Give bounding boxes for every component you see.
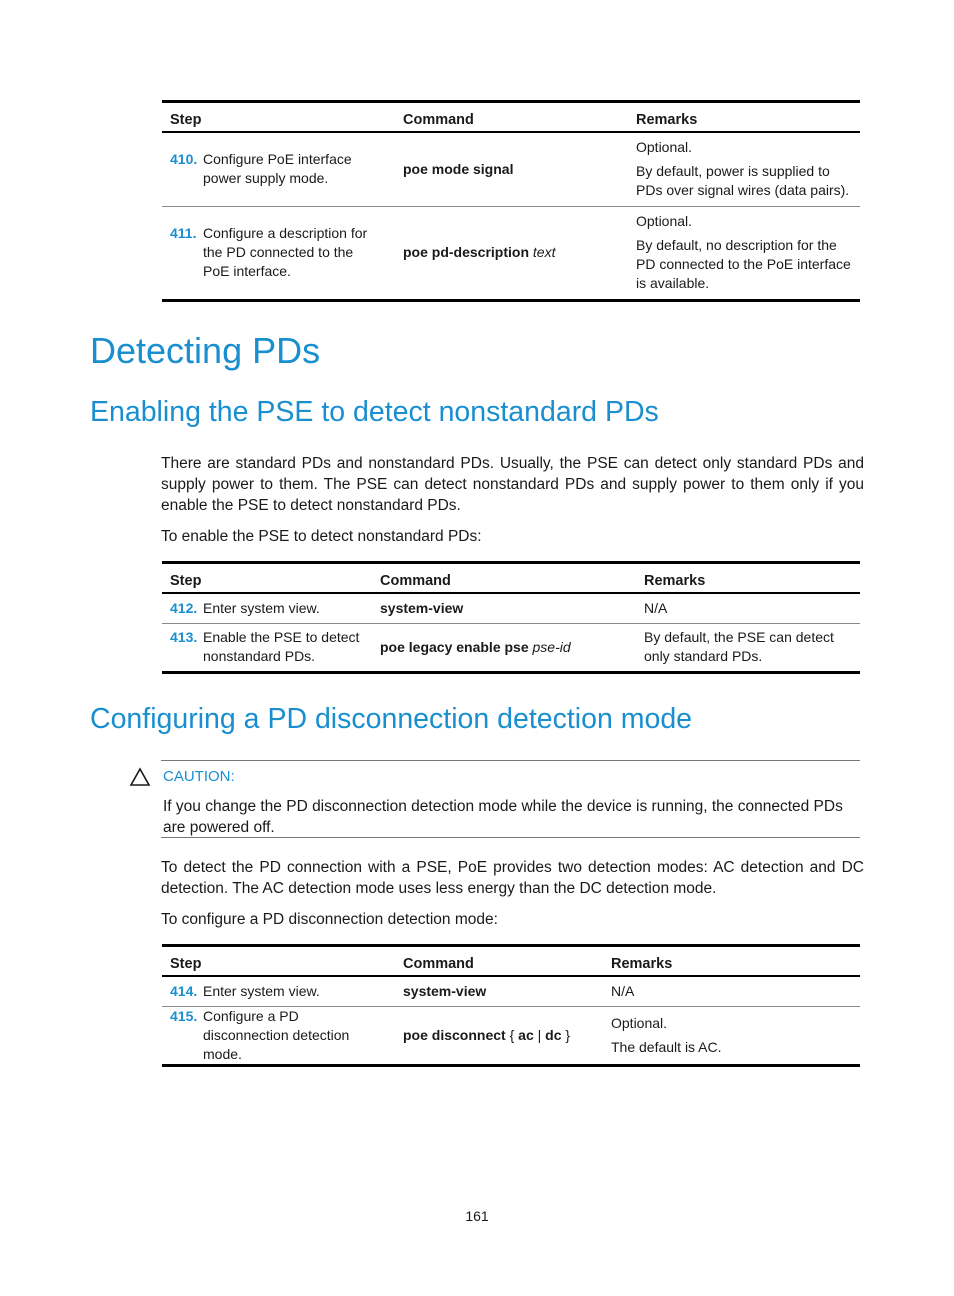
command-keyword: system-view	[403, 982, 487, 999]
command	[372, 593, 636, 623]
caution-bottom-rule	[161, 837, 860, 838]
step-description: Enter system view.	[203, 599, 320, 616]
command-keyword: poe pd-description	[403, 244, 529, 260]
step-number: 413.	[170, 629, 198, 645]
command	[372, 623, 636, 672]
steps-table-3	[162, 944, 860, 1067]
remarks	[603, 976, 860, 1006]
remark-line: Optional.	[611, 1014, 668, 1031]
page-number: 161	[465, 1208, 489, 1224]
command-option: ac	[518, 1026, 534, 1043]
header-remarks: Remarks	[628, 102, 860, 133]
header-step: Step	[162, 946, 395, 977]
table-row	[162, 976, 860, 1006]
lead-paragraph: To enable the PSE to detect nonstandard PDs:	[161, 528, 482, 545]
steps-table-1	[162, 100, 860, 302]
table-row	[162, 132, 860, 206]
command-keyword: poe legacy enable pse	[380, 638, 529, 655]
header-command: Command	[372, 563, 636, 594]
step-description: Enter system view.	[203, 982, 320, 999]
intro-paragraph: To detect the PD connection with a PSE, PoE provides two detection modes: AC detection and DC detection. The AC detection mode uses less energy than the DC detection mode.	[161, 859, 864, 897]
command	[395, 132, 628, 206]
table-row	[162, 1006, 860, 1065]
command-separator: |	[533, 1026, 546, 1043]
step-number: 411.	[170, 225, 197, 241]
header-command: Command	[395, 102, 628, 133]
command-argument: text	[532, 244, 556, 260]
command-keyword: system-view	[380, 599, 464, 616]
step-number: 415.	[170, 1007, 198, 1024]
step-number: 410.	[170, 151, 198, 168]
remark-line: By default, the PSE can detect only standard PDs.	[644, 629, 834, 664]
header-step: Step	[162, 102, 395, 133]
remarks	[636, 623, 860, 672]
command	[395, 206, 628, 300]
steps-table-2	[162, 561, 860, 674]
command-keyword: poe disconnect	[403, 1026, 506, 1043]
remark-line: Optional.	[636, 213, 693, 229]
lead-paragraph: To configure a PD disconnection detection mode:	[161, 911, 498, 928]
intro-paragraph: There are standard PDs and nonstandard PDs. Usually, the PSE can detect only standard PDs and supply power to them. The PSE can detect nonstandard PDs and supply power to them only if you enable the PSE to detect nonstandard PDs.	[161, 455, 864, 514]
remark-line: N/A	[644, 599, 668, 616]
step-number: 414.	[170, 982, 198, 999]
command-brace: }	[561, 1026, 571, 1043]
section-heading-disconnect: Configuring a PD disconnection detection mode	[90, 703, 693, 735]
table-row	[162, 623, 860, 672]
command	[395, 1006, 603, 1065]
command-brace: {	[505, 1026, 519, 1043]
caution-text: If you change the PD disconnection detection mode while the device is running, the connected PDs are powered off.	[163, 798, 843, 836]
command-argument: pse-id	[532, 638, 571, 655]
remarks	[603, 1006, 860, 1065]
step-description: Configure PoE interface power supply mode.	[203, 151, 352, 187]
remark-line: By default, power is supplied to PDs over signal wires (data pairs).	[636, 163, 850, 199]
remarks	[628, 132, 860, 206]
remark-line: The default is AC.	[611, 1038, 722, 1055]
table-row	[162, 206, 860, 300]
header-remarks: Remarks	[636, 563, 860, 594]
command-keyword: poe mode signal	[403, 160, 514, 177]
section-heading-nonstandard: Enabling the PSE to detect nonstandard PDs	[90, 396, 659, 428]
remark-line: N/A	[611, 982, 635, 999]
header-step: Step	[162, 563, 372, 594]
step-description: Configure a description for the PD connected to the PoE interface.	[203, 225, 368, 279]
warning-triangle-icon	[129, 767, 151, 787]
caution-top-rule	[161, 760, 860, 761]
remarks	[628, 206, 860, 300]
remarks	[636, 593, 860, 623]
remark-line: Optional.	[636, 139, 693, 156]
step-number: 412.	[170, 599, 198, 616]
step-description: Enable the PSE to detect nonstandard PDs.	[203, 629, 360, 664]
step-description: Configure a PD disconnection detection mode.	[203, 1007, 350, 1062]
remark-line: By default, no description for the PD connected to the PoE interface is available.	[636, 237, 851, 291]
page-title: Detecting PDs	[90, 330, 321, 371]
command	[395, 976, 603, 1006]
table-row	[162, 593, 860, 623]
command-option: dc	[545, 1026, 562, 1043]
header-remarks: Remarks	[603, 946, 860, 977]
header-command: Command	[395, 946, 603, 977]
caution-label: CAUTION:	[163, 768, 235, 785]
